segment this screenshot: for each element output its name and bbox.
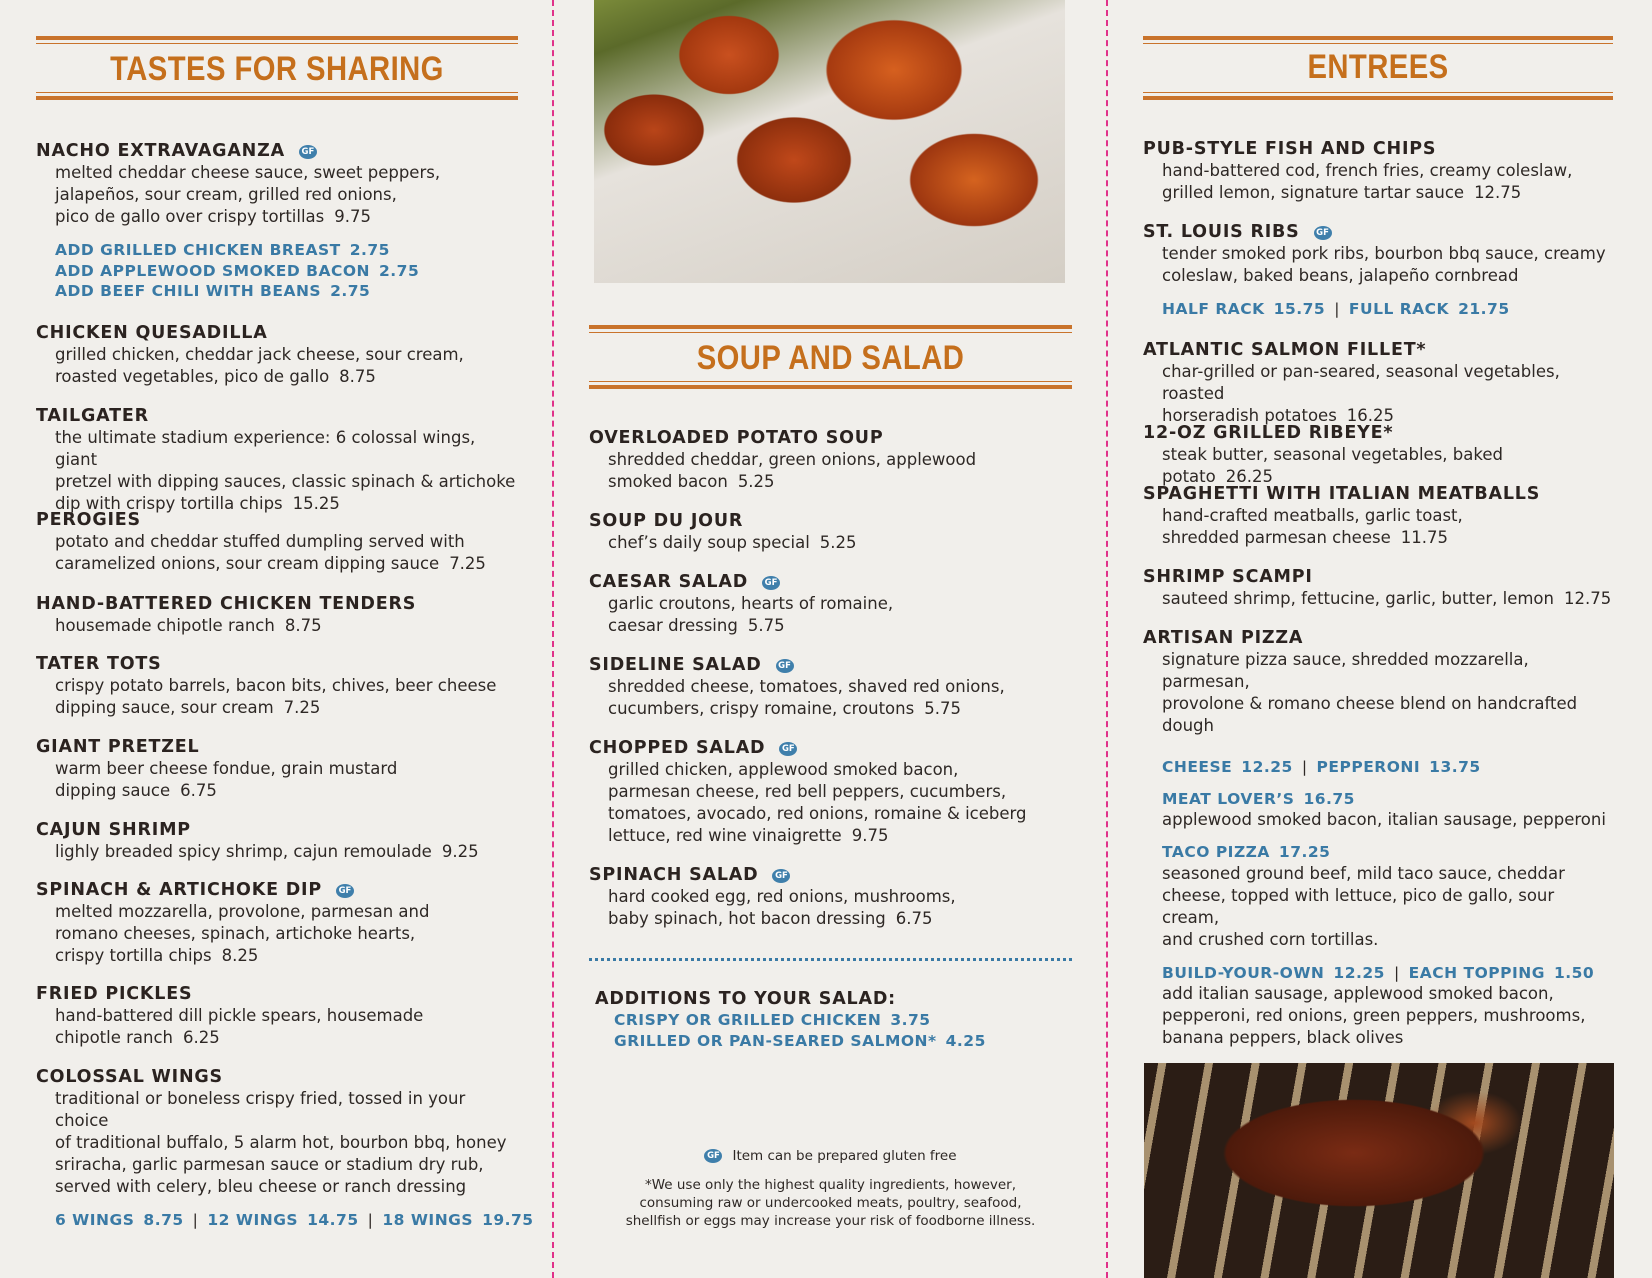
addon-option: ADD BEEF CHILI WITH BEANS 2.75 xyxy=(55,282,371,300)
item-description: tender smoked pork ribs, bourbon bbq sauce, creamy coleslaw, baked beans, jalapeño cornbread xyxy=(1162,244,1606,285)
item-description: melted cheddar cheese sauce, sweet peppers, jalapeños, sour cream, grilled red onions, pico de gallo over crispy tortillas 9.75 xyxy=(55,163,441,226)
item-description: chef’s daily soup special 5.25 xyxy=(608,533,857,552)
item-description: char-grilled or pan-seared, seasonal vegetables, roasted horseradish potatoes 16.25 xyxy=(1162,362,1560,425)
menu-item xyxy=(1143,566,1613,610)
item-price: 5.75 xyxy=(747,616,785,635)
menu-item xyxy=(36,983,518,1049)
item-description: hard cooked egg, red onions, mushrooms, baby spinach, hot bacon dressing 6.75 xyxy=(608,887,956,928)
menu-item xyxy=(1143,627,1613,1049)
grilled-ribs-photo xyxy=(1144,1063,1614,1278)
addon-option: CRISPY OR GRILLED CHICKEN 3.75 xyxy=(614,1011,931,1029)
menu-item xyxy=(1143,422,1613,488)
item-name: SIDELINE SALAD GF xyxy=(589,654,1072,676)
item-name: TATER TOTS xyxy=(36,654,162,674)
item-description: crispy potato barrels, bacon bits, chives, beer cheese dipping sauce, sour cream 7.25 xyxy=(55,676,497,717)
item-name: NACHO EXTRAVAGANZA GF xyxy=(36,140,518,162)
item-price: 5.25 xyxy=(819,533,857,552)
section-title: SOUP AND SALAD xyxy=(696,339,965,377)
dotted-divider xyxy=(589,958,1072,961)
item-description: hand-crafted meatballs, garlic toast, shredded parmesan cheese 11.75 xyxy=(1162,506,1463,547)
item-description: steak butter, seasonal vegetables, baked potato 26.25 xyxy=(1162,445,1503,486)
item-price: 9.25 xyxy=(441,842,479,861)
item-price: 9.75 xyxy=(334,207,372,226)
menu-item xyxy=(36,1066,534,1231)
chicken-wings-photo xyxy=(594,0,1065,283)
item-name: FRIED PICKLES xyxy=(36,984,193,1004)
gluten-free-icon: GF xyxy=(776,659,794,673)
item-name: HAND-BATTERED CHICKEN TENDERS xyxy=(36,594,417,614)
item-price: 8.75 xyxy=(339,367,376,386)
item-price: 6.75 xyxy=(895,909,933,928)
item-name: SPINACH SALAD GF xyxy=(589,864,1072,886)
salad-additions xyxy=(595,988,1072,1051)
item-description: traditional or boneless crispy fried, tossed in your choice of traditional buffalo, 5 alarm hot, bourbon bbq, honey sriracha, garlic parmesan sauce or stadium dry rub, served with celery, bleu cheese or ranch dressing xyxy=(55,1089,507,1196)
item-price: 5.75 xyxy=(924,699,961,718)
item-name: PEROGIES xyxy=(36,510,141,530)
item-price: 8.75 xyxy=(284,616,322,635)
menu-item xyxy=(36,509,518,575)
gluten-free-legend: GF Item can be prepared gluten free xyxy=(589,1147,1072,1165)
item-description: lighly breaded spicy shrimp, cajun remoulade 9.25 xyxy=(55,842,479,861)
item-name: COLOSSAL WINGS xyxy=(36,1067,223,1087)
item-name: PUB-STYLE FISH AND CHIPS xyxy=(1143,139,1437,159)
item-price: 7.25 xyxy=(449,554,486,573)
item-description: sauteed shrimp, fettucine, garlic, butter, lemon 12.75 xyxy=(1162,589,1612,608)
menu-item xyxy=(589,427,1072,493)
pizza-option: TACO PIZZA 17.25 xyxy=(1162,843,1331,861)
menu-item xyxy=(36,593,518,637)
item-price: 12.75 xyxy=(1474,183,1522,202)
gluten-free-icon: GF xyxy=(779,742,797,756)
menu-item xyxy=(589,737,1072,847)
item-name: CAJUN SHRIMP xyxy=(36,820,191,840)
menu-item xyxy=(36,322,518,388)
item-name: SPINACH & ARTICHOKE DIP GF xyxy=(36,879,518,901)
gluten-free-icon: GF xyxy=(762,576,780,590)
item-description: warm beer cheese fondue, grain mustard dipping sauce 6.75 xyxy=(55,759,398,800)
item-description: potato and cheddar stuffed dumpling served with caramelized onions, sour cream dipping sauce 7.25 xyxy=(55,532,486,573)
gluten-free-icon: GF xyxy=(336,884,354,898)
soup-and-salad-column xyxy=(589,0,1072,1278)
additions-title: ADDITIONS TO YOUR SALAD: xyxy=(595,989,896,1009)
gluten-free-icon: GF xyxy=(1314,226,1332,240)
item-description: shredded cheese, tomatoes, shaved red onions, cucumbers, crispy romaine, croutons 5.75 xyxy=(608,677,1005,718)
menu-item xyxy=(36,879,518,967)
pizza-option: BUILD-YOUR-OWN 12.25 | EACH TOPPING 1.50 xyxy=(1162,963,1595,982)
size-options: CHEESE 12.25 | PEPPERONI 13.75 xyxy=(1162,758,1481,776)
menu-item xyxy=(36,140,518,302)
item-price: 11.75 xyxy=(1400,528,1448,547)
item-price: 16.25 xyxy=(1346,406,1395,425)
gluten-free-icon: GF xyxy=(704,1149,722,1163)
item-description: shredded cheddar, green onions, applewood smoked bacon 5.25 xyxy=(608,450,977,491)
item-name: ATLANTIC SALMON FILLET* xyxy=(1143,340,1427,360)
item-price: 12.75 xyxy=(1563,589,1612,608)
addon-option: ADD APPLEWOOD SMOKED BACON 2.75 xyxy=(55,261,420,280)
item-name: SPAGHETTI WITH ITALIAN MEATBALLS xyxy=(1143,484,1541,504)
item-description: the ultimate stadium experience: 6 colossal wings, giant pretzel with dipping sauces, classic spinach & artichoke dip with crispy tortilla chips 15.25 xyxy=(55,428,516,513)
item-price: 5.25 xyxy=(737,472,775,491)
menu-item xyxy=(36,405,518,515)
item-description: seasoned ground beef, mild taco sauce, cheddar cheese, topped with lettuce, pico de gallo, sour cream, and crushed corn tortillas. xyxy=(1162,863,1565,949)
item-name: 12-OZ GRILLED RIBEYE* xyxy=(1143,423,1394,443)
size-options: HALF RACK 15.75 | FULL RACK 21.75 xyxy=(1162,300,1510,318)
item-description: grilled chicken, applewood smoked bacon, parmesan cheese, red bell peppers, cucumbers, tomatoes, avocado, red onions, romaine & iceberg lettuce, red wine vinaigrette 9.75 xyxy=(608,760,1027,845)
menu-item xyxy=(36,653,518,719)
tastes-for-sharing-column xyxy=(36,0,534,1278)
item-name: TAILGATER xyxy=(36,406,149,426)
item-price: 15.25 xyxy=(292,494,340,513)
item-price: 6.25 xyxy=(183,1028,220,1047)
item-price: 6.75 xyxy=(180,781,217,800)
item-name: GIANT PRETZEL xyxy=(36,737,200,757)
menu-item xyxy=(1143,483,1613,549)
item-description: signature pizza sauce, shredded mozzarella, parmesan, provolone & romano cheese blend on handcrafted dough xyxy=(1162,650,1578,735)
menu-item xyxy=(36,736,518,802)
item-description: garlic croutons, hearts of romaine, caesar dressing 5.75 xyxy=(608,594,894,635)
section-header xyxy=(36,36,518,100)
column-divider xyxy=(1106,0,1108,1278)
item-description: melted mozzarella, provolone, parmesan and romano cheeses, spinach, artichoke hearts, crispy tortilla chips 8.25 xyxy=(55,902,430,965)
item-description: hand-battered dill pickle spears, housemade chipotle ranch 6.25 xyxy=(55,1006,424,1047)
item-price: 8.25 xyxy=(221,946,259,965)
size-options: 6 WINGS 8.75 | 12 WINGS 14.75 | 18 WINGS 19.75 xyxy=(55,1211,534,1229)
gluten-free-icon: GF xyxy=(299,145,317,159)
menu-item xyxy=(1143,339,1613,427)
item-description: hand-battered cod, french fries, creamy coleslaw, grilled lemon, signature tartar sauce 12.75 xyxy=(1162,161,1573,202)
item-name: ARTISAN PIZZA xyxy=(1143,628,1304,648)
column-divider xyxy=(552,0,554,1278)
menu-item xyxy=(589,654,1072,720)
item-name: CHOPPED SALAD GF xyxy=(589,737,1072,759)
item-name: CAESAR SALAD GF xyxy=(589,571,1072,593)
item-name: SOUP DU JOUR xyxy=(589,511,744,531)
addon-option: ADD GRILLED CHICKEN BREAST 2.75 xyxy=(55,241,390,259)
menu-item xyxy=(1143,221,1613,320)
item-price: 9.75 xyxy=(851,826,889,845)
section-header xyxy=(589,325,1072,389)
menu-item xyxy=(589,864,1072,930)
addon-option: GRILLED OR PAN-SEARED SALMON* 4.25 xyxy=(614,1031,986,1050)
item-name: CHICKEN QUESADILLA xyxy=(36,323,268,343)
menu-item xyxy=(36,819,518,863)
item-description: grilled chicken, cheddar jack cheese, sour cream, roasted vegetables, pico de gallo 8.75 xyxy=(55,345,464,386)
disclaimer: *We use only the highest quality ingredients, however, consuming raw or undercooked meats, poultry, seafood, shellfish or eggs may increase your risk of foodborne illness. xyxy=(625,1177,1036,1229)
item-name: SHRIMP SCAMPI xyxy=(1143,567,1313,587)
item-description: add italian sausage, applewood smoked bacon, pepperoni, red onions, green peppers, mushrooms, banana peppers, black olives xyxy=(1162,984,1586,1047)
item-name: ST. LOUIS RIBS GF xyxy=(1143,221,1613,243)
menu-item xyxy=(589,571,1072,637)
item-price: 7.25 xyxy=(283,698,321,717)
item-description: housemade chipotle ranch 8.75 xyxy=(55,616,322,635)
item-price: 26.25 xyxy=(1225,467,1273,486)
entrees-column xyxy=(1143,0,1613,1278)
item-description: applewood smoked bacon, italian sausage, pepperoni xyxy=(1162,810,1606,829)
pizza-option: MEAT LOVER’S 16.75 xyxy=(1162,789,1355,808)
menu-item xyxy=(589,510,1072,554)
section-title: TASTES FOR SHARING xyxy=(110,50,444,88)
item-name: OVERLOADED POTATO SOUP xyxy=(589,428,884,448)
section-title: ENTREES xyxy=(1307,48,1449,86)
gluten-free-icon: GF xyxy=(772,869,790,883)
section-header xyxy=(1143,36,1613,100)
menu-item xyxy=(1143,138,1613,204)
